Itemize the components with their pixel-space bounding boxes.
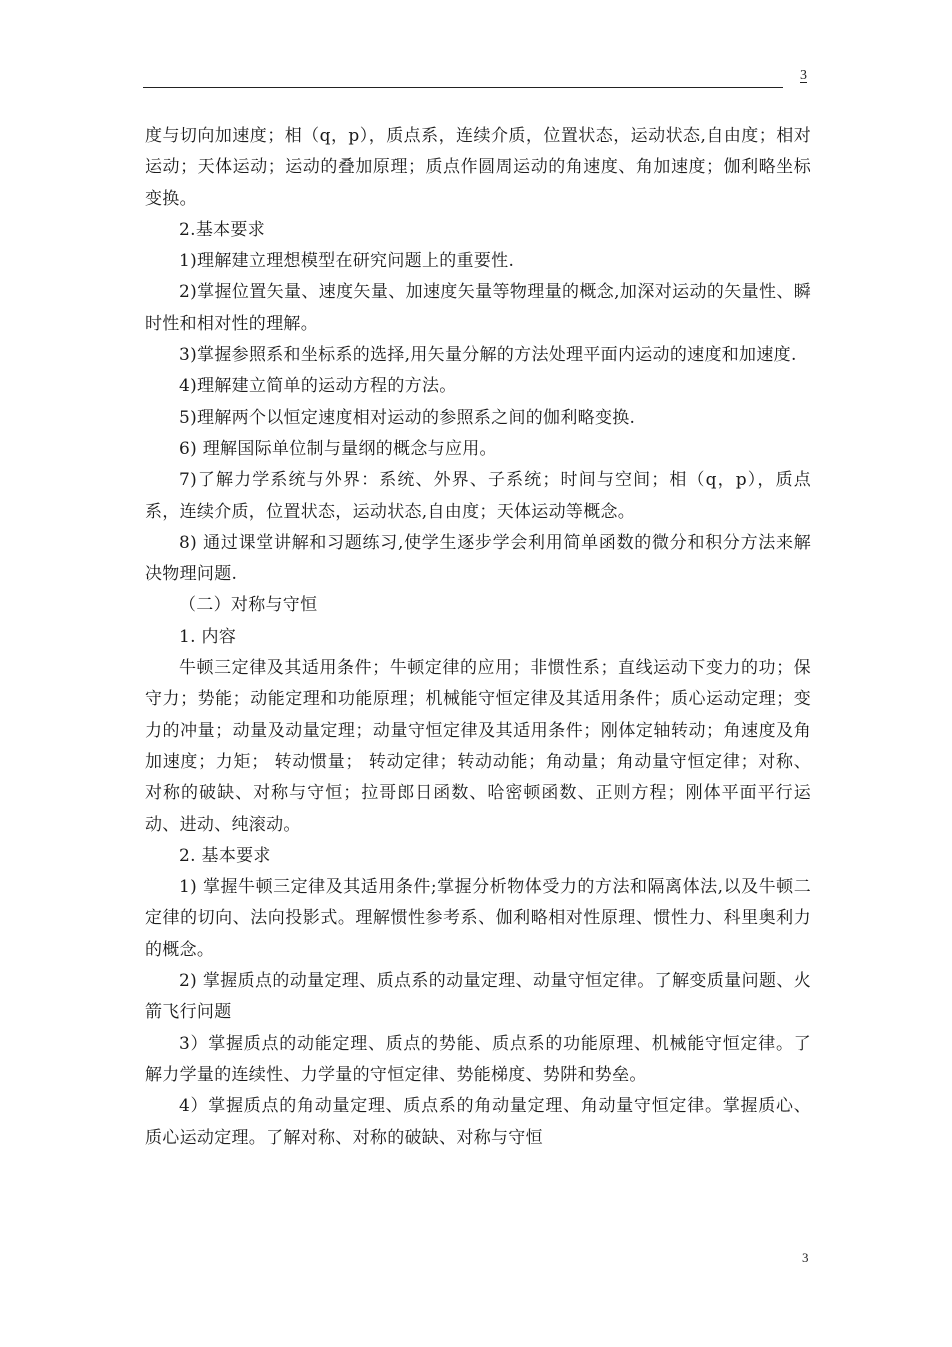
section-heading: 2.基本要求	[179, 219, 266, 240]
section-heading: （二）对称与守恒	[179, 595, 318, 616]
paragraph: 2)掌握位置矢量、速度矢量、加速度矢量等物理量的概念,加深对运动的矢量性、瞬时性和相对性的理解。	[145, 282, 811, 334]
paragraph: 3）掌握质点的动能定理、质点的势能、质点系的功能原理、机械能守恒定律。了解力学量的连续性、力学量的守恒定律、势能梯度、势阱和势垒。	[145, 1033, 811, 1085]
header-rule	[143, 87, 783, 88]
paragraph: 1)理解建立理想模型在研究问题上的重要性.	[179, 251, 515, 272]
document-body	[145, 121, 811, 1154]
paragraph: 4)理解建立简单的运动方程的方法。	[179, 376, 457, 397]
paragraph: 5)理解两个以恒定速度相对运动的参照系之间的伽利略变换.	[179, 407, 636, 428]
paragraph: 2) 掌握质点的动量定理、质点系的动量定理、动量守恒定律。了解变质量问题、火箭飞行问题	[145, 971, 811, 1023]
section-heading: 1. 内容	[179, 626, 237, 647]
paragraph: 8) 通过课堂讲解和习题练习,使学生逐步学会利用简单函数的微分和积分方法来解决物理问题.	[145, 532, 811, 585]
paragraph: 牛顿三定律及其适用条件；牛顿定律的应用；非惯性系；直线运动下变力的功；保守力；势能；动能定理和功能原理；机械能守恒定律及其适用条件；质心运动定理；变力的冲量；动量及动量定理；动量守恒定律及其适用条件；刚体定轴转动；角速度及角加速度；力矩； 转动惯量； 转动定律；转动动能；角动量；角动量守恒定律；对称、对称的破缺、对称与守恒；拉哥郎日函数、哈密顿函数、正则方程；刚体平面平行运动、进动、纯滚动。	[145, 658, 811, 835]
paragraph: 3)掌握参照系和坐标系的选择,用矢量分解的方法处理平面内运动的速度和加速度.	[179, 345, 797, 366]
paragraph: 4）掌握质点的角动量定理、质点系的角动量定理、角动量守恒定律。掌握质心、质心运动定理。了解对称、对称的破缺、对称与守恒	[145, 1096, 811, 1148]
header-page-number: 3	[800, 68, 807, 83]
paragraph: 7)了解力学系统与外界：系统、外界、子系统；时间与空间；相（q，p），质点系，连续介质，位置状态，运动状态,自由度；天体运动等概念。	[145, 470, 811, 522]
paragraph: 1) 掌握牛顿三定律及其适用条件;掌握分析物体受力的方法和隔离体法,以及牛顿二定律的切向、法向投影式。理解惯性参考系、伽利略相对性原理、惯性力、科里奥利力的概念。	[145, 877, 811, 960]
paragraph: 度与切向加速度；相（q，p），质点系，连续介质，位置状态，运动状态,自由度；相对运动；天体运动；运动的叠加原理；质点作圆周运动的角速度、角加速度；伽利略坐标变换。	[145, 126, 811, 209]
footer-page-number: 3	[802, 1250, 809, 1265]
section-heading: 2. 基本要求	[179, 845, 271, 866]
paragraph: 6) 理解国际单位制与量纲的概念与应用。	[179, 438, 497, 459]
